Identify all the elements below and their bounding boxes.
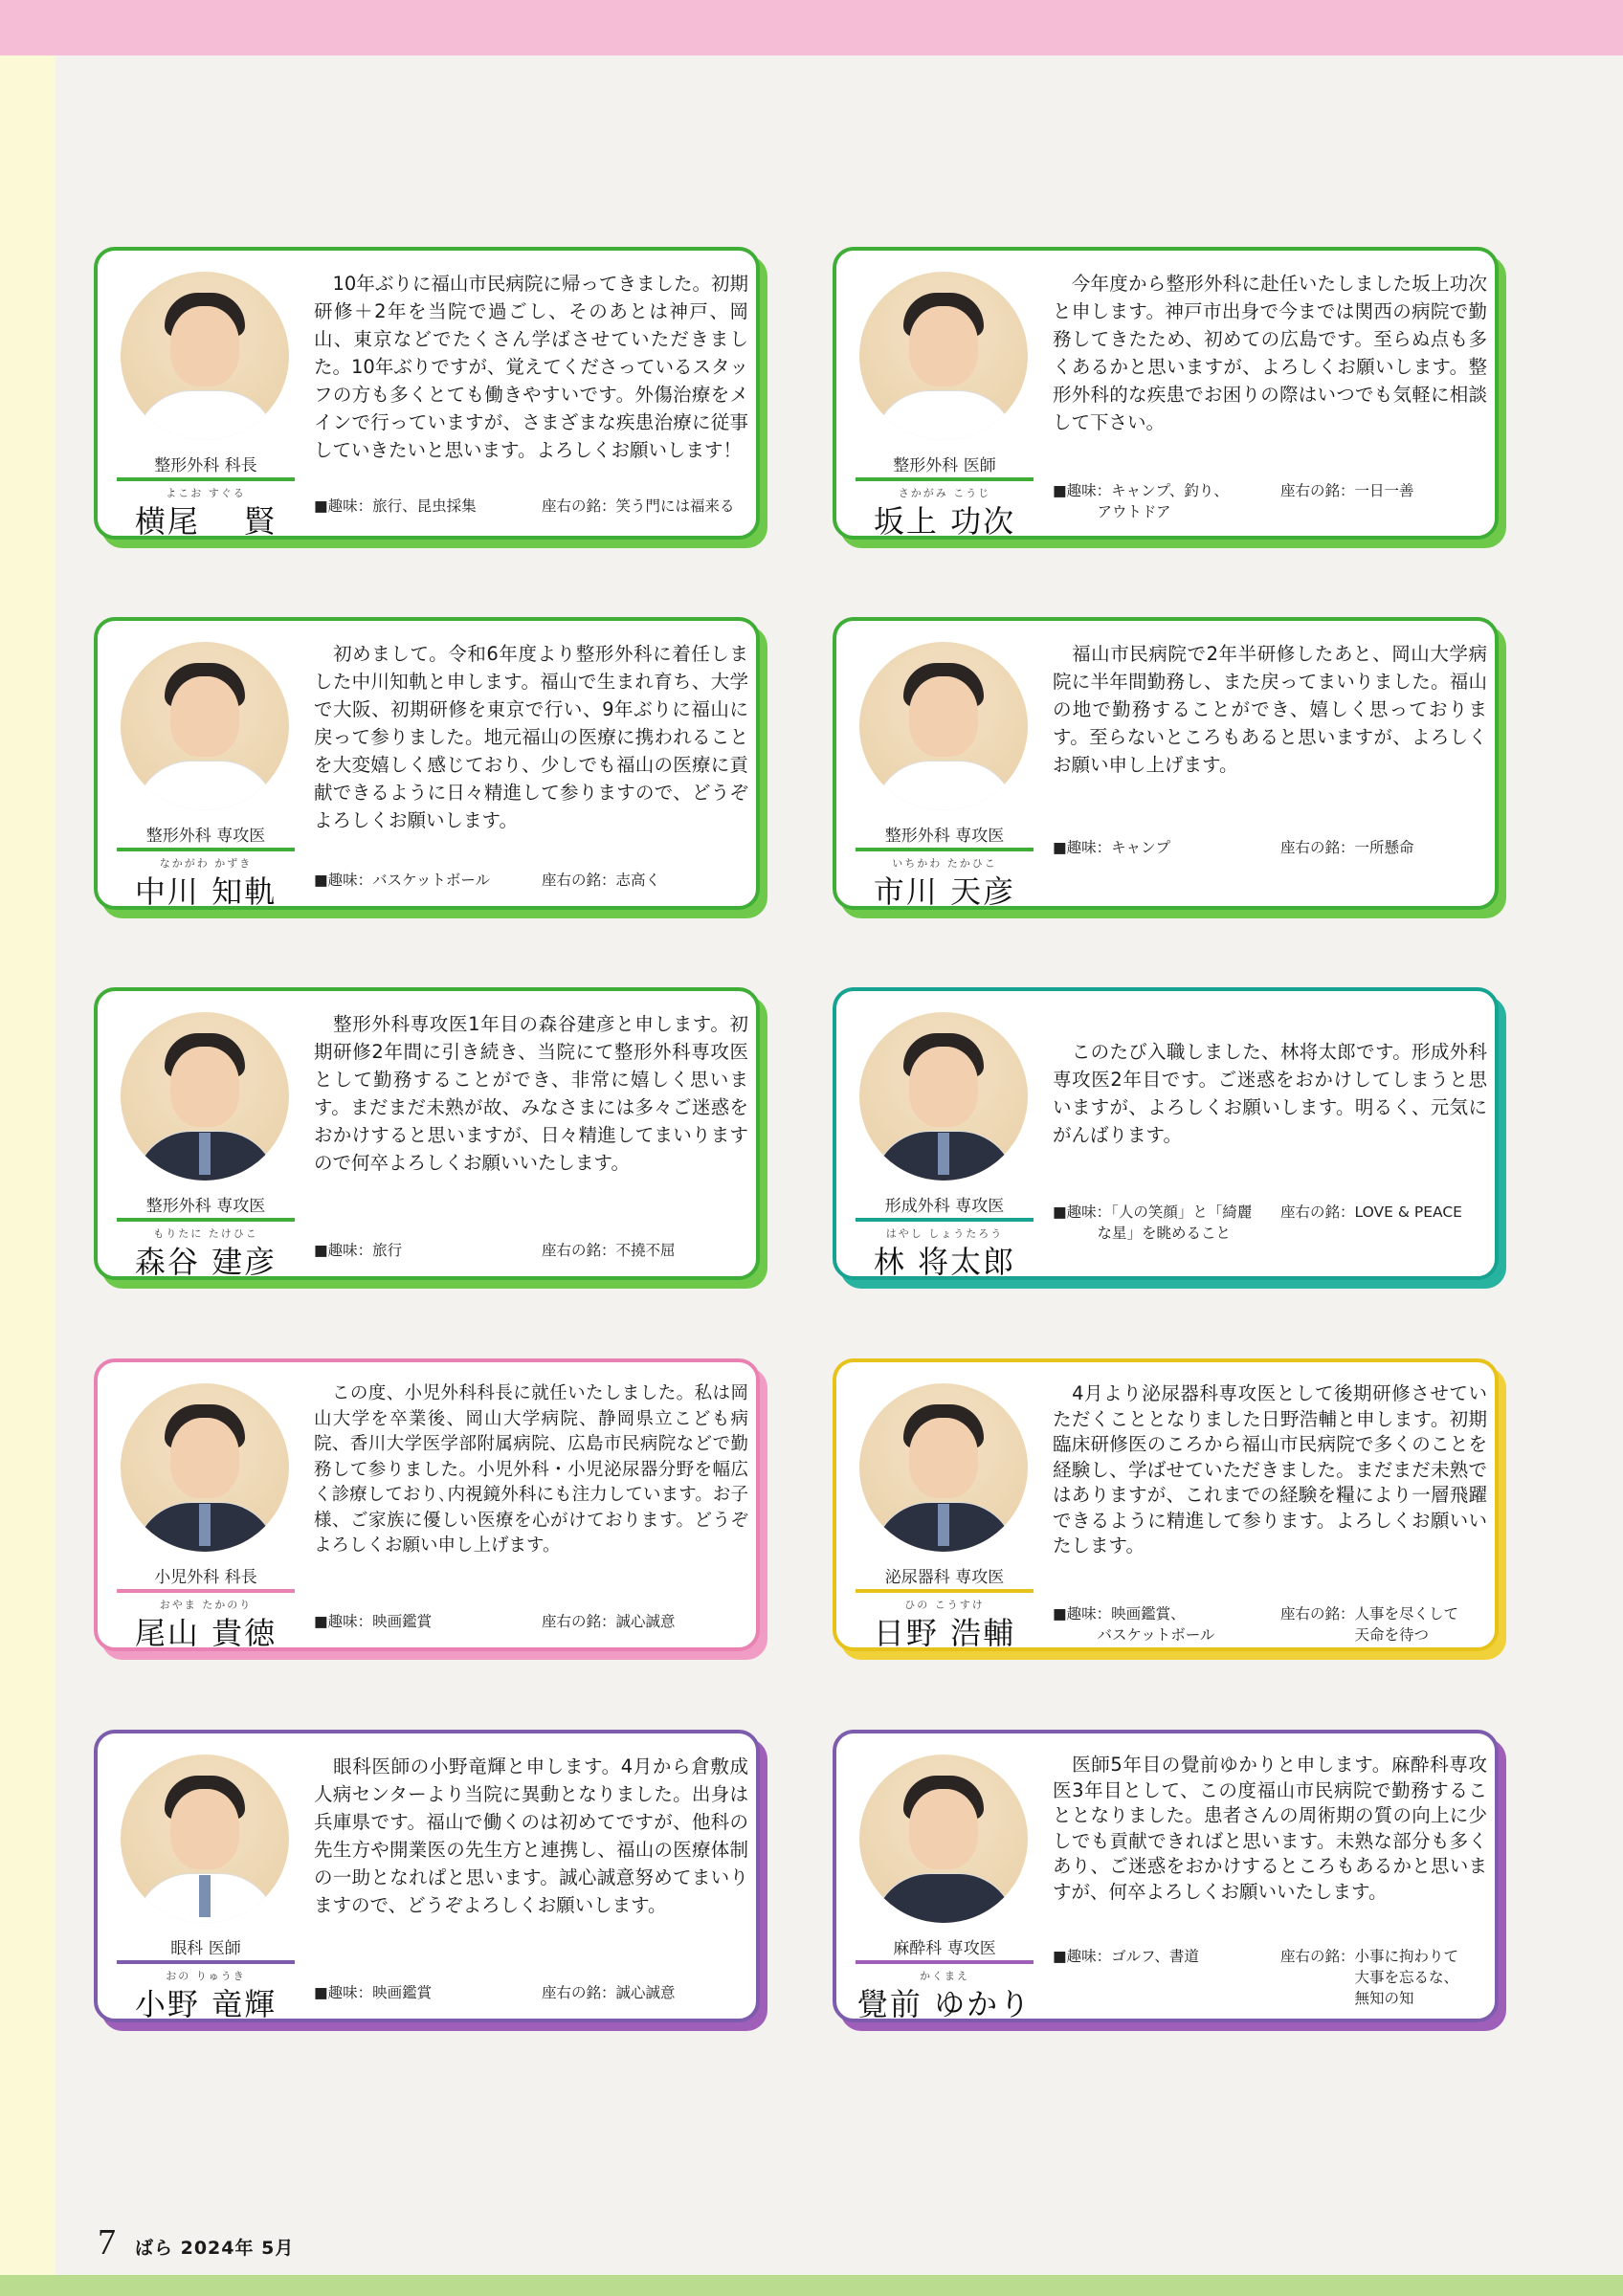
staff-hobby: ■趣味：キャンプ [1053, 839, 1171, 856]
role-underline [856, 848, 1034, 851]
staff-info [1053, 480, 1493, 522]
staff-hobby: ■趣味：映画鑑賞 [314, 1613, 433, 1630]
name-ruby: よこお すぐる [166, 487, 246, 499]
staff-photo [121, 1755, 289, 1923]
name-ruby: もりたに たけひこ [153, 1227, 258, 1240]
staff-message: 整形外科専攻医1年目の森谷建彦と申します。初期研修2年間に引き続き、当院にて整形外科専攻医として勤務することができ、非常に嬉しく思います。まだまだ未熟が故、みなさまには多々ご迷惑をおかけすると思いますが、日々精進してまいりますので何卒よろしくお願いいたします。 [314, 1013, 748, 1174]
staff-message: 今年度から整形外科に赴任いたしました坂上功次と申します。神戸市出身で今までは関西の病院で勤務してきたため、初めての広島です。至らぬ点も多くあるかと思いますが、よろしくお願いします。整形外科的な疾患でお困りの際はいつでも気軽に相談して下さい。 [1053, 273, 1487, 433]
staff-info [314, 870, 754, 891]
staff-message: このたび入職しました、林将太郎です。形成外科専攻医2年目です。ご迷惑をおかけしてしまうと思いますが、よろしくお願いします。明るく、元気にがんばります。 [1053, 1041, 1487, 1146]
staff-card [833, 1730, 1499, 2022]
role-underline [856, 477, 1034, 481]
staff-photo [859, 272, 1028, 440]
staff-role: 整形外科 専攻医 [145, 1197, 266, 1216]
staff-info [1053, 1603, 1493, 1645]
role-underline [856, 1218, 1034, 1222]
staff-motto: 座右の銘：一日一善 [1280, 482, 1414, 499]
role-underline [117, 848, 295, 851]
staff-message: 医師5年目の覺前ゆかりと申します。麻酔科専攻医3年目として、この度福山市民病院で勤務することとなりました。患者さんの周術期の質の向上に少しでも貢献できればと思います。未熟な部分も多くあり、ご迷惑をおかけするところもあるかと思いますが、何卒よろしくお願いいたします。 [1053, 1754, 1487, 1903]
role-underline [117, 1960, 295, 1964]
staff-info [314, 1982, 754, 2003]
staff-role: 整形外科 専攻医 [884, 827, 1005, 846]
staff-motto: 座右の銘：不撓不屈 [542, 1242, 676, 1259]
staff-name: 日野 浩輔 [873, 1615, 1016, 1651]
top-color-band [0, 0, 1623, 55]
staff-role: 整形外科 専攻医 [145, 827, 266, 846]
name-ruby: ひの こうすけ [904, 1599, 985, 1611]
staff-motto: 座右の銘：笑う門には福来る [542, 497, 735, 515]
staff-card [833, 247, 1499, 540]
staff-role: 泌尿器科 専攻医 [884, 1568, 1005, 1587]
staff-message: 4月より泌尿器科専攻医として後期研修させていただくこととなりました日野浩輔と申します。初期臨床研修医のころから福山市民病院で多くのことを経験し、学ばせていただきました。まだまだ未熟ではありますが、これまでの経験を糧により一層飛躍できるように精進して参ります。よろしくお願いいたします。 [1053, 1382, 1487, 1556]
staff-role: 麻酔科 専攻医 [893, 1939, 996, 1958]
staff-hobby: ■趣味：映画鑑賞、 バスケットボール [1053, 1605, 1215, 1644]
staff-photo [859, 1383, 1028, 1552]
staff-motto: 座右の銘：LOVE & PEACE [1280, 1203, 1462, 1221]
name-ruby: かくまえ [920, 1970, 969, 1982]
staff-name: 中川 知軌 [134, 873, 278, 910]
staff-motto: 座右の銘：誠心誠意 [542, 1613, 676, 1630]
staff-photo [859, 1012, 1028, 1181]
staff-motto: 座右の銘：志高く [542, 872, 661, 889]
role-underline [117, 477, 295, 481]
staff-photo [121, 1012, 289, 1181]
staff-info [1053, 837, 1493, 858]
staff-info [1053, 1202, 1493, 1244]
staff-photo [859, 1755, 1028, 1923]
role-underline [856, 1960, 1034, 1964]
staff-card [94, 247, 760, 540]
staff-name: 市川 天彦 [873, 873, 1016, 910]
staff-card [833, 1358, 1499, 1651]
staff-info [1053, 1946, 1493, 2009]
staff-motto: 座右の銘：小事に拘わりて 大事を忘るな、 無知の知 [1280, 1948, 1459, 2007]
name-ruby: いちかわ たかひこ [892, 857, 997, 870]
name-ruby: なかがわ かずき [159, 857, 253, 870]
staff-hobby: ■趣味：旅行、昆虫採集 [314, 497, 477, 515]
staff-photo [121, 642, 289, 810]
staff-name: 林 将太郎 [873, 1244, 1016, 1280]
staff-photo [121, 272, 289, 440]
staff-message: 眼科医師の小野竜輝と申します。4月から倉敷成人病センターより当院に異動となりました。出身は兵庫県です。福山で働くのは初めてですが、他科の先生方や開業医の先生方と連携し、福山の医療体制の一助となれぱと思います。誠心誠意努めてまいりますので、どうぞよろしくお願いします。 [314, 1755, 748, 1916]
bottom-color-band [0, 2275, 1623, 2296]
page-number: 7 [98, 2222, 116, 2263]
magazine-issue: ばら 2024年 5月 [135, 2238, 295, 2259]
staff-name: 尾山 貴徳 [134, 1615, 278, 1651]
left-color-band [0, 55, 56, 2275]
staff-info [314, 1611, 754, 1632]
staff-hobby: ■趣味：ゴルフ、書道 [1053, 1948, 1199, 1965]
staff-hobby: ■趣味：「人の笑顔」と「綺麗 な星」を眺めること [1053, 1203, 1253, 1242]
staff-role: 整形外科 医師 [893, 456, 996, 475]
staff-role: 小児外科 科長 [154, 1568, 257, 1587]
staff-role: 眼科 医師 [170, 1939, 241, 1958]
staff-photo [859, 642, 1028, 810]
name-ruby: さかがみ こうじ [898, 487, 991, 499]
staff-info [314, 496, 754, 517]
staff-motto: 座右の銘：人事を尽くして 天命を待つ [1280, 1605, 1459, 1644]
staff-hobby: ■趣味：バスケットボール [314, 872, 491, 889]
staff-message: この度、小児外科科長に就任いたしました。私は岡山大学を卒業後、岡山大学病院、静岡県立こども病院、香川大学医学部附属病院、広島市民病院などで勤務して参りました。小児外科・小児泌尿器分野を幅広く診療しており､内視鏡外科にも注力しています。お子様、ご家族に優しい医療を心がけております。どうぞよろしくお願い申し上げます。 [314, 1383, 748, 1556]
staff-hobby: ■趣味：映画鑑賞 [314, 1984, 433, 2001]
name-ruby: おの りゅうき [166, 1970, 246, 1982]
staff-name: 覺前 ゆかり [856, 1986, 1033, 2022]
role-underline [856, 1589, 1034, 1593]
staff-card [833, 987, 1499, 1280]
staff-motto: 座右の銘：一所懸命 [1280, 839, 1414, 856]
staff-hobby: ■趣味：キャンプ、釣り、 アウトドア [1053, 482, 1229, 520]
staff-hobby: ■趣味：旅行 [314, 1242, 403, 1259]
staff-role: 形成外科 専攻医 [884, 1197, 1005, 1216]
staff-card [833, 617, 1499, 910]
staff-name: 小野 竜輝 [134, 1986, 278, 2022]
staff-role: 整形外科 科長 [154, 456, 257, 475]
role-underline [117, 1589, 295, 1593]
staff-card [94, 987, 760, 1280]
staff-info [314, 1240, 754, 1261]
staff-card [94, 617, 760, 910]
staff-name: 横尾 賢 [134, 503, 278, 540]
staff-photo [121, 1383, 289, 1552]
staff-message: 初めまして。令和6年度より整形外科に着任しました中川知軌と申します。福山で生まれ育ち、大学で大阪、初期研修を東京で行い、9年ぶりに福山に戻って参りました。地元福山の医療に携われることを大変嬉しく感じており、少しでも福山の医療に貢献できるように日々精進して参りますので、どうぞよろしくお願いします。 [314, 643, 748, 831]
staff-message: 福山市民病院で2年半研修したあと、岡山大学病院に半年間勤務し、また戻ってまいりました。福山の地で勤務することができ、嬉しく思っております。至らないところもあると思いますが、よろしくお願い申し上げます。 [1053, 643, 1487, 776]
staff-card [94, 1730, 760, 2022]
name-ruby: おやま たかのり [159, 1599, 253, 1611]
staff-message: 10年ぶりに福山市民病院に帰ってきました。初期研修＋2年を当院で過ごし、そのあとは神戸、岡山、東京などでたくさん学ばさせていただきました。10年ぶりですが、覚えてくださっているスタッフの方も多くとても働きやすいです。外傷治療をメインで行っていますが、さまざまな疾患治療に従事していきたいと思います。よろしくお願いします！ [314, 273, 748, 461]
page-footer [98, 2221, 294, 2263]
name-ruby: はやし しょうたろう [885, 1227, 1004, 1240]
staff-card [94, 1358, 760, 1651]
role-underline [117, 1218, 295, 1222]
staff-name: 森谷 建彦 [134, 1244, 278, 1280]
staff-name: 坂上 功次 [873, 503, 1016, 540]
staff-motto: 座右の銘：誠心誠意 [542, 1984, 676, 2001]
